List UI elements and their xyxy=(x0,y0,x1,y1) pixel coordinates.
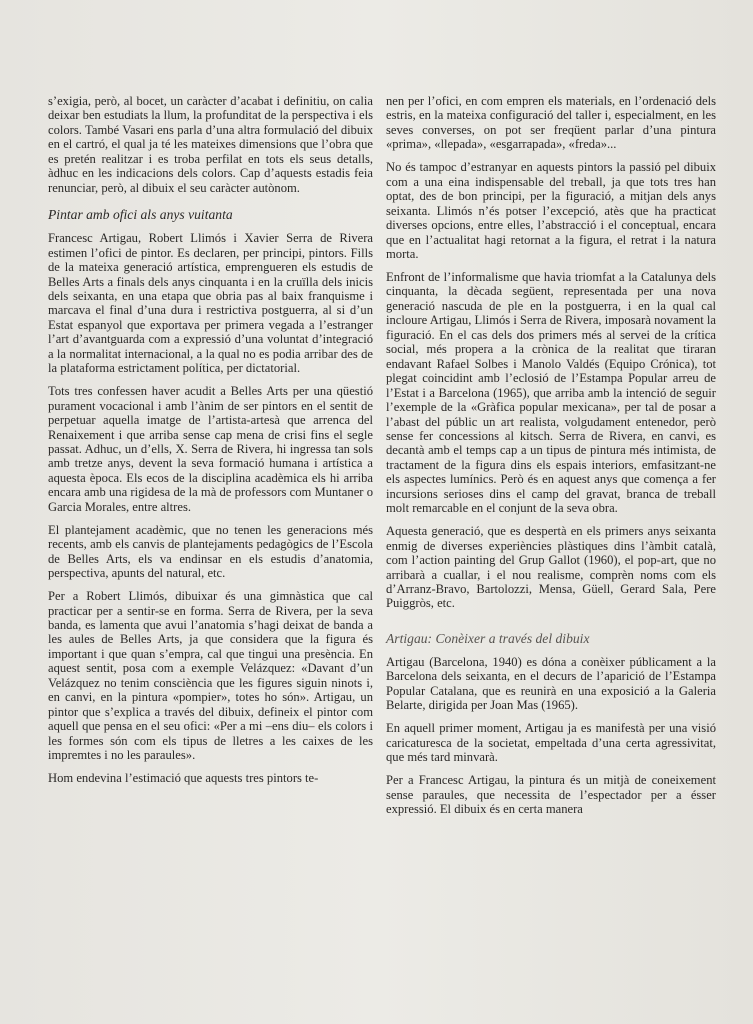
left-paragraph-3: Tots tres confessen haver acudit a Belles Arts per una qüestió purament vocacional i amb l’ànim de ser pintors en el sentit de perpetuar aquella imatge de l’artista-artesà que arrenca del Renaixement i que arriba sense cap mena de crisi fins el segle passat. Adhuc, un d’ells, X. Serra de Rivera, hi ingressa tan sols amb tretze anys, devent la seva formació humana i artística a aquesta època. Els ecos de la disciplina acadèmica els hi arriba encara amb una rigidesa de la mà de professors com Muntaner o Garcia Morales, entre altres. xyxy=(48,384,373,514)
right-paragraph-4: Aquesta generació, que es despertà en els primers anys seixanta enmig de diverses experiències plàstiques dins l’àmbit català, com l’action painting del Grup Gallot (1960), el pop-art, que no arribarà a cuallar, i el nou realisme, comprèn noms com els d’Arranz-Bravo, Bartolozzi, Mensa, Güell, Gerard Sala, Pere Puiggròs, etc. xyxy=(386,524,716,611)
left-paragraph-4: El plantejament acadèmic, que no tenen les generacions més recents, amb els canvis de plantejaments pedagògics de l’Escola de Belles Arts, els va endinsar en els estudis d’anatomia, perspectiva, apunts del natural, etc. xyxy=(48,522,373,581)
left-paragraph-2: Francesc Artigau, Robert Llimós i Xavier Serra de Rivera estimen l’ofici de pintor. Es declaren, per principi, pintors. Fills de la mateixa generació artística, emprengueren els estudis de Belles Arts a finals dels anys cinquanta i en la cruïlla dels inicis dels seixanta, en una etapa que obria pas al baix franquisme i marcava el final d’una dura i restrictiva postguerra, al si d’un Estat espanyol que exportava per primera vegada a l’estranger l’art d’avantguarda com a expressió d’una voluntat d’integració a la normalitat internacional, a la qual no es podia arribar des de la plataforma estrictament política, per dictatorial. xyxy=(48,231,373,376)
right-paragraph-3: Enfront de l’informalisme que havia triomfat a la Catalunya dels cinquanta, la dècada següent, representada per una nova generació nascuda de ple en la postguerra, i en la qual cal incloure Artigau, Llimós i Serra de Rivera, imposarà novament la figuració. En el cas dels dos primers més al servei de la crítica social, més propera a la crònica de la realitat que tiraran endavant Rafael Solbes i Manolo Valdés (Equipo Crónica), tot plegat coincidint amb l’eclosió de l’Estampa Popular arreu de l’Estat i a Barcelona (1965), que arriba amb la intenció de seguir l’exemple de la «Gràfica popular mexicana», per tal de posar a l’abast del públic un art realista, volgudament entenedor, però sense fer concessions al kitsch. Serra de Rivera, en canvi, es decantà amb el temps cap a un tipus de pintura més intimista, de tractament de la figura dins els espais interiors, emfasitzant-ne els aspectes lumínics. Però és en aquest anys que comença a fer incursions serioses dins el camp del gravat, branca de treball molt remarcable en el conjunt de la seva obra. xyxy=(386,269,716,516)
section-heading-ofici: Pintar amb ofici als anys vuitanta xyxy=(48,207,233,223)
right-paragraph-1: nen per l’ofici, en com empren els materials, en l’ordenació dels estris, en la mateixa configuració del taller i, especialment, en les seves converses, on pot ser freqüent parlar d’una pintura «prima», «llepada», «esgarrapada», «freda»... xyxy=(386,94,716,152)
left-paragraph-6: Hom endevina l’estimació que aquests tres pintors te- xyxy=(48,771,319,786)
right-paragraph-5: Artigau (Barcelona, 1940) es dóna a conèixer públicament a la Barcelona dels seixanta, en el decurs de l’aparició de l’Estampa Popular Catalana, que es reunirà en una exposició a la Galeria Belarte, dirigida per Joan Mas (1965). xyxy=(386,654,716,713)
right-paragraph-7: Per a Francesc Artigau, la pintura és un mitjà de coneixement sense paraules, que necessita de l’espectador per a ésser expressió. El dibuix és en certa manera xyxy=(386,773,716,816)
left-paragraph-5: Per a Robert Llimós, dibuixar és una gimnàstica que cal practicar per a sentir-se en forma. Serra de Rivera, per la seva banda, es lamenta que avui l’anatomia s’hagi deixat de banda a les aules de Belles Arts, ja que considera que la figura és important i que quan s’empra, cal que tingui una presència. En aquest sentit, posa com a exemple Velázquez: «Davant d’un Velázquez no tenim consciència que les figures siguin ninots i, en canvi, en la pintura «pompier», totes ho són». Artigau, un pintor que s’explica a través del dibuix, defineix el pintor com aquell que pensa en el seu ofici: «Per a mi –ens diu– els colors i les formes són com els tipus de lletres a les caixes de les impremtes i no les paraules». xyxy=(48,589,373,763)
section-heading-artigau: Artigau: Conèixer a través del dibuix xyxy=(386,630,590,646)
right-paragraph-6: En aquell primer moment, Artigau ja es manifestà per una visió caricaturesca de la societat, empeltada d’una certa agressivitat, que més tard minvarà. xyxy=(386,721,716,765)
left-column xyxy=(48,94,373,794)
left-paragraph-1: s’exigia, però, al bocet, un caràcter d’acabat i definitiu, on calia deixar ben estudiats la llum, la profunditat de la perspectiva i els colors. També Vasari ens parla d’una altra formulació del dibuix en el cartró, el qual ja té les mateixes dimensions que l’obra que es pretén realitzar i es troba perfilat en tots els seus detalls, àdhuc en les indicacions dels colors. Cap d’aquests estadis feia renunciar, però, al dibuix el seu caràcter autònom. xyxy=(48,94,373,195)
right-paragraph-2: No és tampoc d’estranyar en aquests pintors la passió pel dibuix com a una eina indispensable del treball, ja que tots tres han optat, des de bon principi, per la figuració, a mitjan dels anys seixanta. Llimós n’és potser l’excepció, atès que ha practicat diverses opcions, entre elles, l’abstracció i el conceptual, encara que en l’actualitat hagi retornat a la figura, el retrat i la natura morta. xyxy=(386,160,716,262)
right-column xyxy=(386,94,716,825)
